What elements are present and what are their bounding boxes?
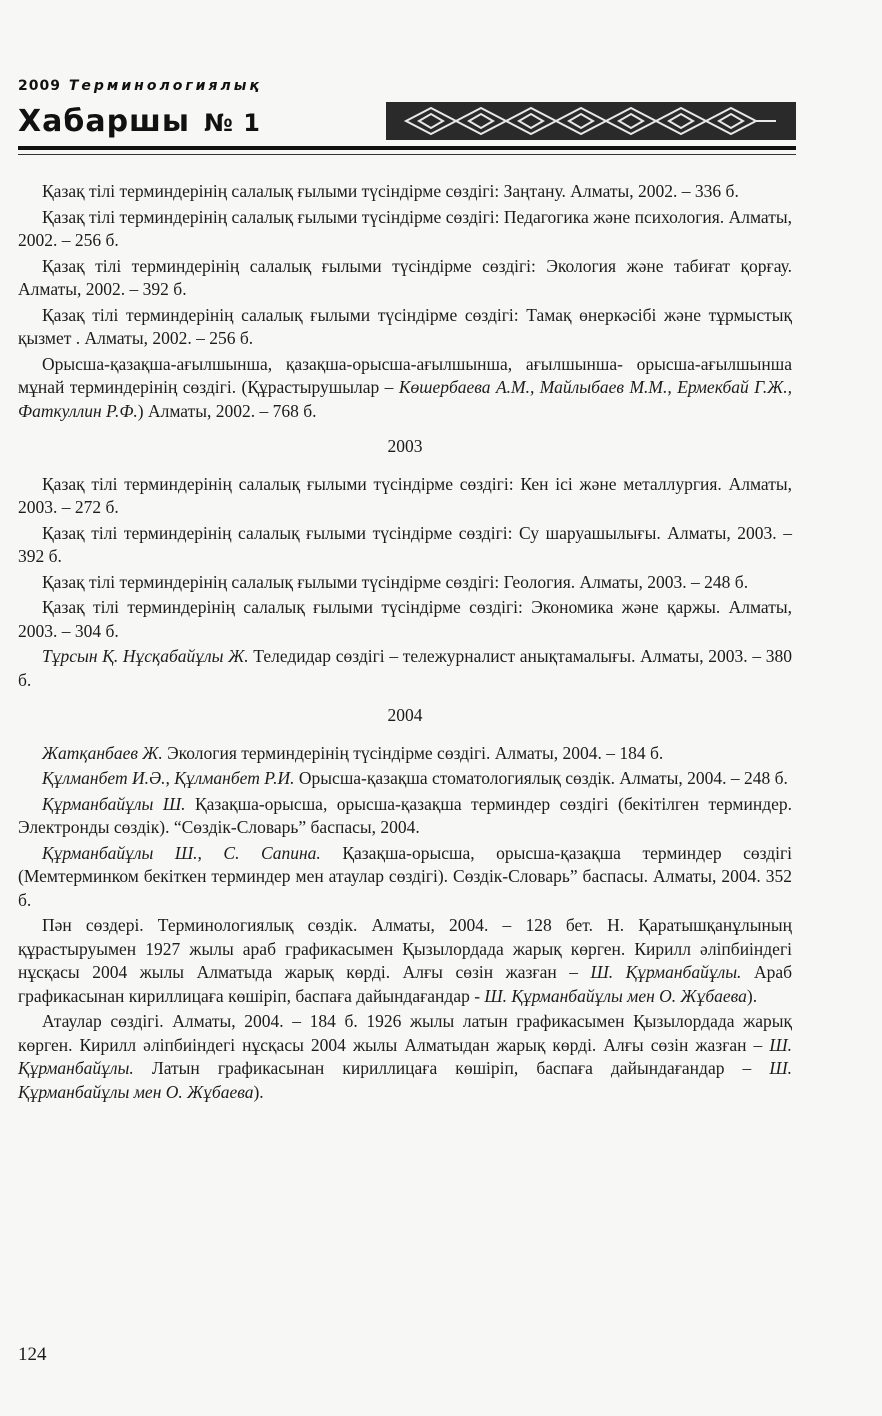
bib-entry: Қазақ тілі терминдерінің салалық ғылыми түсіндірме сөздігі: Экономика және қаржы. Алматы, 2003. – 304 б. (18, 597, 792, 641)
bib-authors: Құлманбет И.Ә., Құлманбет Р.И. (42, 768, 295, 788)
bib-entry: Қазақ тілі терминдерінің салалық ғылыми түсіндірме сөздігі: Су шаруашылығы. Алматы, 2003. – 392 б. (18, 522, 792, 566)
bib-text: Қазақша-орысша, орысша-қазақша терминдер сөздігі (Мемтерминком бекіткен терминдер мен атаулар сөздігі). Сөздік-Словарь” баспасы. Алматы, 2004. 352 б. (18, 842, 793, 910)
bib-entry: Қазақ тілі терминдерінің салалық ғылыми түсіндірме сөздігі: Экология және табиғат қорғау. Алматы, 2002. – 392 б. (18, 255, 792, 299)
bib-entry (18, 793, 792, 840)
bib-authors: Көшербаева А.М., Майлыбаев М.М., Ермекбай Г.Ж., Фаткуллин Р.Ф. (18, 377, 792, 421)
bib-authors: Тұрсын Қ. Нұсқабайұлы Ж. (42, 646, 249, 666)
bib-authors: Ш. Құрманбайұлы. (18, 1034, 792, 1078)
bib-authors: Құрманбайұлы Ш., С. Сапина. (42, 842, 321, 863)
bibliography-list (18, 180, 792, 1106)
header-rule-thin (18, 154, 796, 155)
header-series: Терминологиялық (68, 78, 262, 94)
bib-entry: Қазақ тілі терминдерінің салалық ғылыми түсіндірме сөздігі: Геология. Алматы, 2003. – 248 б. (42, 571, 749, 592)
bib-entry: Қазақ тілі терминдерінің салалық ғылыми түсіндірме сөздігі: Заңтану. Алматы, 2002. – 336 б. (42, 181, 739, 201)
bib-entry (18, 767, 792, 791)
year-heading-2003: 2003 (387, 436, 423, 456)
bib-entry: Қазақ тілі терминдерінің салалық ғылыми түсіндірме сөздігі: Педагогика және психология. Алматы, 2002. – 256 б. (18, 206, 792, 250)
header-year: 2009 (18, 78, 61, 94)
bib-authors: Ш. Құрманбайұлы мен О. Жұбаева (18, 1058, 792, 1102)
bib-text: ). (253, 1081, 264, 1102)
bib-entry: Қазақ тілі терминдерінің салалық ғылыми түсіндірме сөздігі: Кен ісі және металлургия. Алматы, 2003. – 272 б. (18, 473, 792, 517)
bib-authors: Ш. Құрманбайұлы. (590, 962, 742, 982)
bib-text: Пән сөздері. Терминологиялық сөздік. Алматы, 2004. – 128 бет. Н. Қаратышқанұлының құрастыруымен 1927 жылы араб графикасымен Қызылордада жарық көрген. Кирилл әліпбиіндегі нұсқасы 2004 жылы Алматыда жарық көрді. Алғы сөзін жазған – (18, 915, 792, 982)
bib-text: Орысша-қазақша стоматологиялық сөздік. Алматы, 2004. – 248 б. (294, 768, 788, 788)
ornament-band (386, 102, 796, 140)
bib-text: Экология терминдерінің түсіндірме сөздігі. Алматы, 2004. – 184 б. (162, 742, 664, 763)
bib-entry (18, 353, 792, 424)
bib-entry (18, 914, 792, 1008)
header-rule-thick (18, 146, 796, 150)
issue-number: № 1 (204, 109, 261, 137)
journal-title: Хабаршы (18, 104, 191, 139)
year-heading-2004: 2004 (387, 705, 423, 725)
bib-entry (18, 1010, 792, 1104)
header-year-series (18, 78, 262, 94)
header-title (18, 104, 261, 139)
bib-text: Орысша-қазақша-ағылшынша, қазақша-орысша-ағылшынша, ағылшынша- орысша-ағылшынша мұнай терминдерінің сөздігі. (Құрастырушылар – (18, 353, 792, 397)
bib-text: Теледидар сөздігі – тележурналист анықтамалығы. Алматы, 2003. – 380 б. (18, 646, 792, 690)
bib-text: Атаулар сөздігі. Алматы, 2004. – 184 б. 1926 жылы латын графикасымен Қызылордада жарық көрген. Кирилл әліпбиіндегі нұсқасы 2004 жылы Алматыдан жарық көрді. Алғы сөзін жазған – (18, 1011, 792, 1055)
bib-entry (18, 742, 792, 766)
bib-text: ). (746, 985, 758, 1006)
ornament-pattern-icon (386, 102, 796, 140)
bib-authors: Ш. Құрманбайұлы мен О. Жұбаева (484, 985, 747, 1006)
bib-entry (18, 645, 792, 692)
bib-authors: Құрманбайұлы Ш. (42, 793, 186, 814)
bib-entry: Қазақ тілі терминдерінің салалық ғылыми түсіндірме сөздігі: Тамақ өнеркәсібі және тұрмыстық қызмет . Алматы, 2002. – 256 б. (18, 304, 792, 348)
bib-authors: Жатқанбаев Ж. (42, 742, 163, 763)
page-number: 124 (18, 1344, 47, 1365)
journal-header (18, 78, 794, 168)
bib-text: Латын графикасынан кириллицаға көшіріп, баспаға дайындағандар – (133, 1058, 770, 1078)
bib-entry (18, 842, 792, 913)
bib-text: ) Алматы, 2002. – 768 б. (137, 400, 317, 421)
bib-text: Араб графикасынан кириллицаға көшіріп, баспаға дайындағандар - (18, 962, 793, 1006)
bib-text: Қазақша-орысша, орысша-қазақша терминдер сөздігі (бекітілген терминдер. Электронды сөздік). “Сөздік-Словарь” баспасы, 2004. (18, 793, 792, 837)
